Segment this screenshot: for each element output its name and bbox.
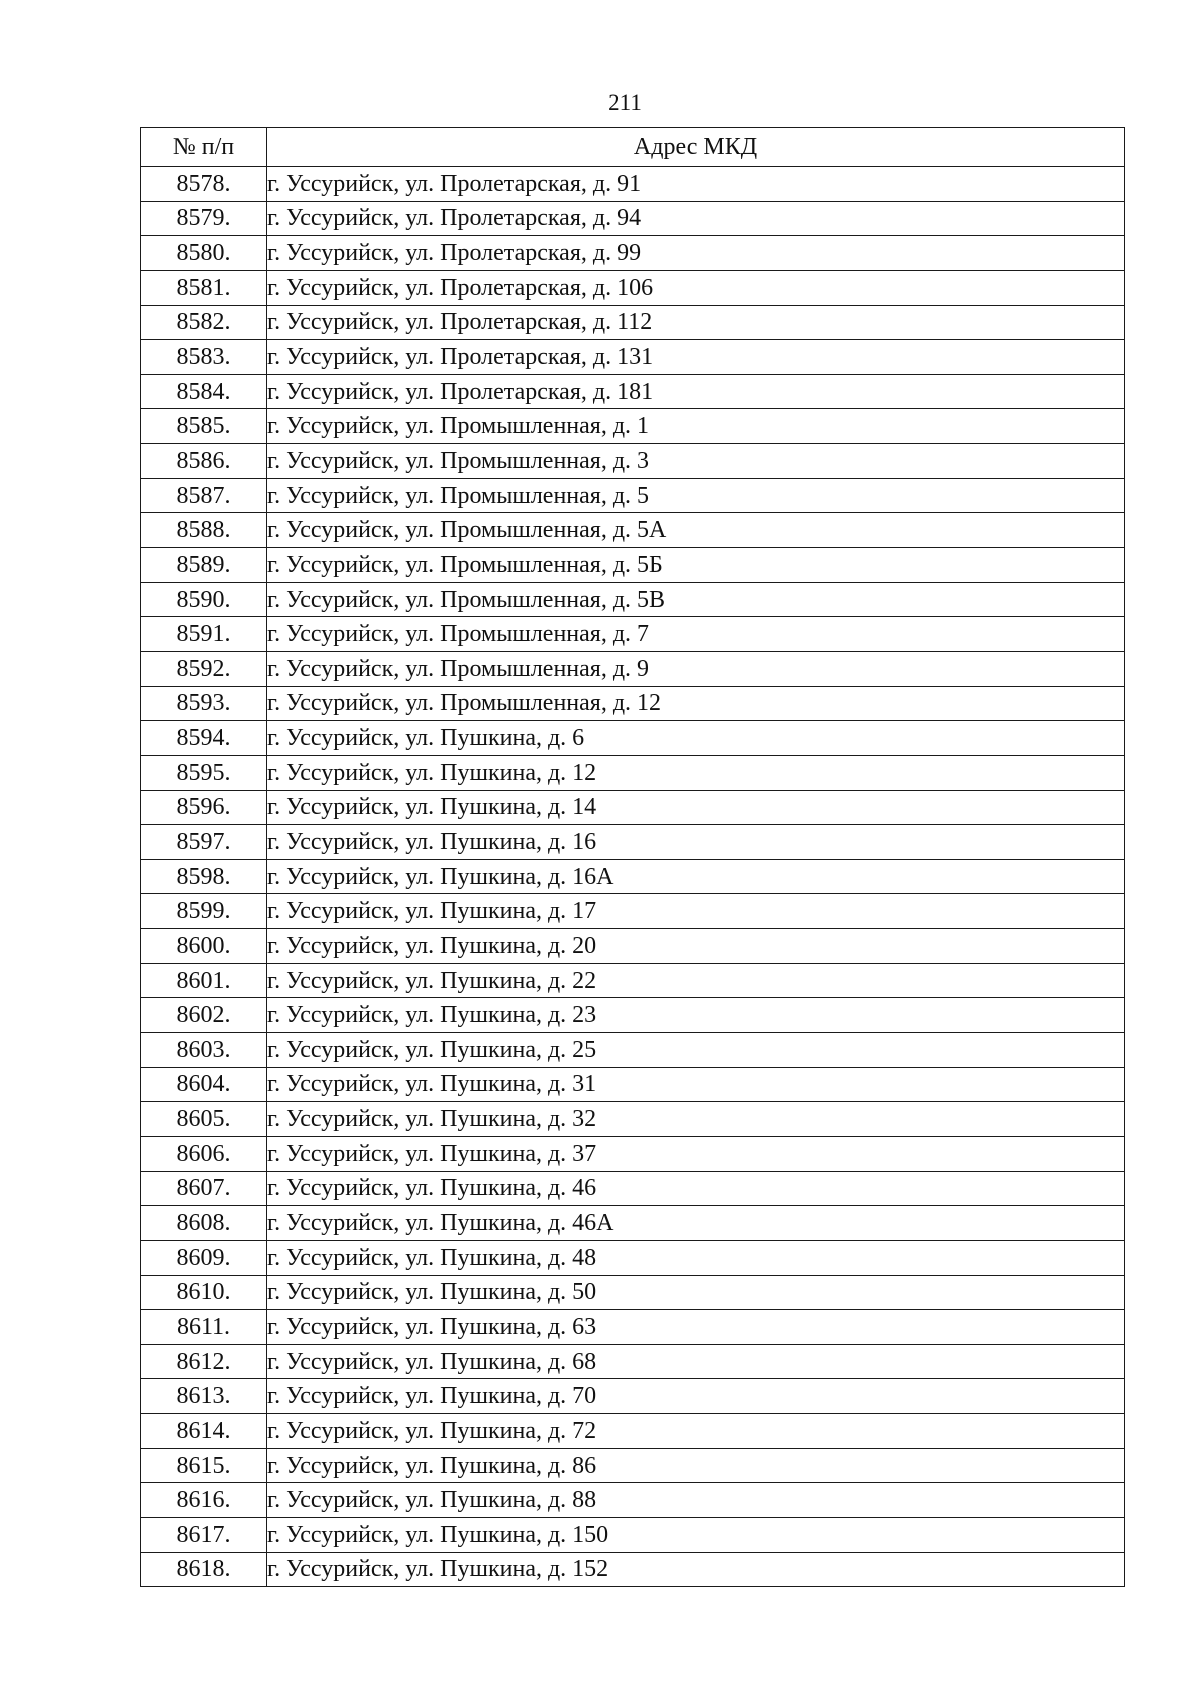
row-number: 8582. [141,305,267,340]
row-number: 8589. [141,548,267,583]
table-row [141,1414,1125,1449]
row-address: г. Уссурийск, ул. Пушкина, д. 16 [267,825,1125,860]
table-row [141,825,1125,860]
row-address: г. Уссурийск, ул. Пролетарская, д. 181 [267,374,1125,409]
row-number: 8588. [141,513,267,548]
row-number: 8580. [141,236,267,271]
row-address: г. Уссурийск, ул. Пролетарская, д. 91 [267,167,1125,202]
table-row [141,340,1125,375]
row-address: г. Уссурийск, ул. Пушкина, д. 70 [267,1379,1125,1414]
row-address: г. Уссурийск, ул. Пушкина, д. 37 [267,1136,1125,1171]
table-row [141,721,1125,756]
table-row [141,859,1125,894]
table-row [141,374,1125,409]
row-number: 8613. [141,1379,267,1414]
row-address: г. Уссурийск, ул. Пролетарская, д. 112 [267,305,1125,340]
table-row [141,963,1125,998]
row-address: г. Уссурийск, ул. Пушкина, д. 12 [267,755,1125,790]
table-row [141,548,1125,583]
row-address: г. Уссурийск, ул. Промышленная, д. 7 [267,617,1125,652]
row-address: г. Уссурийск, ул. Пушкина, д. 14 [267,790,1125,825]
row-address: г. Уссурийск, ул. Промышленная, д. 5В [267,582,1125,617]
table-row [141,236,1125,271]
table-row [141,444,1125,479]
row-address: г. Уссурийск, ул. Пролетарская, д. 94 [267,201,1125,236]
header-address: Адрес МКД [267,128,1125,167]
row-number: 8605. [141,1102,267,1137]
row-address: г. Уссурийск, ул. Пушкина, д. 50 [267,1275,1125,1310]
row-address: г. Уссурийск, ул. Пушкина, д. 22 [267,963,1125,998]
row-number: 8584. [141,374,267,409]
row-number: 8598. [141,859,267,894]
row-number: 8593. [141,686,267,721]
row-address: г. Уссурийск, ул. Пушкина, д. 88 [267,1483,1125,1518]
row-number: 8583. [141,340,267,375]
row-number: 8594. [141,721,267,756]
table-row [141,1102,1125,1137]
row-number: 8581. [141,270,267,305]
row-address: г. Уссурийск, ул. Промышленная, д. 12 [267,686,1125,721]
row-number: 8604. [141,1067,267,1102]
row-address: г. Уссурийск, ул. Пушкина, д. 17 [267,894,1125,929]
row-number: 8608. [141,1206,267,1241]
row-number: 8587. [141,478,267,513]
row-address: г. Уссурийск, ул. Пушкина, д. 32 [267,1102,1125,1137]
row-address: г. Уссурийск, ул. Пушкина, д. 48 [267,1240,1125,1275]
row-address: г. Уссурийск, ул. Пушкина, д. 46 [267,1171,1125,1206]
table-row [141,1067,1125,1102]
table-row [141,998,1125,1033]
row-number: 8600. [141,929,267,964]
table-row [141,1379,1125,1414]
row-address: г. Уссурийск, ул. Промышленная, д. 1 [267,409,1125,444]
table-header [141,128,1125,167]
table-row [141,1448,1125,1483]
table-row [141,1275,1125,1310]
row-address: г. Уссурийск, ул. Промышленная, д. 3 [267,444,1125,479]
table-row [141,582,1125,617]
row-address: г. Уссурийск, ул. Пушкина, д. 46А [267,1206,1125,1241]
header-number: № п/п [141,128,267,167]
row-address: г. Уссурийск, ул. Промышленная, д. 9 [267,651,1125,686]
table-row [141,409,1125,444]
table-row [141,513,1125,548]
row-number: 8590. [141,582,267,617]
page-number: 211 [608,90,642,115]
row-number: 8602. [141,998,267,1033]
table-row [141,929,1125,964]
table-row [141,1033,1125,1068]
table-row [141,617,1125,652]
row-number: 8606. [141,1136,267,1171]
row-number: 8612. [141,1344,267,1379]
row-number: 8591. [141,617,267,652]
row-number: 8596. [141,790,267,825]
table-row [141,894,1125,929]
table-row [141,1171,1125,1206]
row-address: г. Уссурийск, ул. Пушкина, д. 20 [267,929,1125,964]
table-row [141,651,1125,686]
row-number: 8618. [141,1552,267,1587]
row-number: 8599. [141,894,267,929]
table-row [141,1136,1125,1171]
row-number: 8611. [141,1310,267,1345]
row-address: г. Уссурийск, ул. Пушкина, д. 31 [267,1067,1125,1102]
table-row [141,270,1125,305]
row-address: г. Уссурийск, ул. Промышленная, д. 5 [267,478,1125,513]
row-address: г. Уссурийск, ул. Пушкина, д. 25 [267,1033,1125,1068]
table-row [141,167,1125,202]
row-address: г. Уссурийск, ул. Пушкина, д. 63 [267,1310,1125,1345]
table-row [141,790,1125,825]
table-row [141,1240,1125,1275]
table-row [141,1310,1125,1345]
table-row [141,755,1125,790]
row-address: г. Уссурийск, ул. Промышленная, д. 5А [267,513,1125,548]
table-row [141,686,1125,721]
row-address: г. Уссурийск, ул. Пушкина, д. 68 [267,1344,1125,1379]
row-address: г. Уссурийск, ул. Пушкина, д. 23 [267,998,1125,1033]
row-address: г. Уссурийск, ул. Пушкина, д. 6 [267,721,1125,756]
row-number: 8601. [141,963,267,998]
row-number: 8610. [141,1275,267,1310]
row-address: г. Уссурийск, ул. Пролетарская, д. 99 [267,236,1125,271]
row-number: 8586. [141,444,267,479]
row-number: 8579. [141,201,267,236]
row-number: 8617. [141,1517,267,1552]
row-number: 8585. [141,409,267,444]
table-row [141,201,1125,236]
row-number: 8603. [141,1033,267,1068]
row-address: г. Уссурийск, ул. Пролетарская, д. 106 [267,270,1125,305]
address-table [140,127,1125,1587]
row-number: 8615. [141,1448,267,1483]
header-row [141,128,1125,167]
row-address: г. Уссурийск, ул. Промышленная, д. 5Б [267,548,1125,583]
table-row [141,1483,1125,1518]
table-row [141,305,1125,340]
table-row [141,1517,1125,1552]
row-number: 8609. [141,1240,267,1275]
table-row [141,478,1125,513]
row-number: 8597. [141,825,267,860]
table-body [141,167,1125,1587]
row-number: 8614. [141,1414,267,1449]
row-number: 8578. [141,167,267,202]
row-address: г. Уссурийск, ул. Пушкина, д. 150 [267,1517,1125,1552]
row-address: г. Уссурийск, ул. Пушкина, д. 152 [267,1552,1125,1587]
row-number: 8607. [141,1171,267,1206]
row-address: г. Уссурийск, ул. Пушкина, д. 86 [267,1448,1125,1483]
table-row [141,1206,1125,1241]
table-row [141,1552,1125,1587]
row-address: г. Уссурийск, ул. Пушкина, д. 72 [267,1414,1125,1449]
row-address: г. Уссурийск, ул. Пролетарская, д. 131 [267,340,1125,375]
row-number: 8595. [141,755,267,790]
row-number: 8592. [141,651,267,686]
table-row [141,1344,1125,1379]
row-number: 8616. [141,1483,267,1518]
row-address: г. Уссурийск, ул. Пушкина, д. 16А [267,859,1125,894]
